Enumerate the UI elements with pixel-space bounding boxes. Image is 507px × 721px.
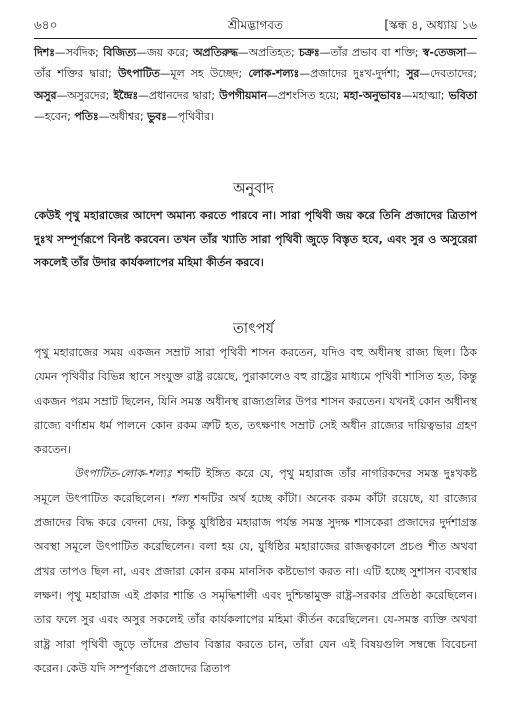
gloss-word: অপ্রতিরুদ্ধ xyxy=(193,46,238,59)
purport-text: শব্দটির অর্থ হচ্ছে কাঁটা। অনেক রকম কাঁটা রয়েছে, যা রাজ্যের প্রজাদের বিদ্ধ করে বেদনা দেয়, কিন্তু যুধিষ্ঠির মহারাজ পর্যন্ত সমস্ত সুদক্ষ শাসকেরা প্রজাদের দুর্দশাগ্রস্ত অবস্থা সমূলে উৎপাটিত করেছিলেন। বলা হয় যে, যুধিষ্ঠির মহারাজের রাজত্বকালে প্রচণ্ড শীত অথবা প্রখর তাপও ছিল না, এবং প্রজারা কোন রকম মানসিক কষ্টভোগ করত না। এটি হচ্ছে সুশাসন ব্যবস্থার লক্ষণ। পৃথু মহারাজ এই প্রকার শান্তি ও সমৃদ্ধিশালী এবং দুশ্চিন্তামুক্ত রাষ্ট্র-সরকার প্রতিষ্ঠা করেছিলেন। তার ফলে সুর এবং অসুর সকলেই তাঁর কার্যকলাপের মহিমা কীর্তন করেছিলেন। যে-সমস্ত ব্যক্তি অথবা রাষ্ট্র সারা পৃথিবী জুড়ে তাঁদের প্রভাব বিস্তার করতে চান, তাঁরা যেন এই বিষয়গুলি সম্বন্ধে বিবেচনা করেন। কেউ যদি সম্পূর্ণরূপে প্রজাদের ত্রিতাপ xyxy=(34,491,477,675)
purport-paragraph-2 xyxy=(34,462,477,681)
gloss-word: উপগীয়মান xyxy=(219,88,267,102)
sanskrit-term: উৎপাটিত-লোক-শল্যঃ xyxy=(74,467,172,481)
section-reference: [স্কন্ধ ৪, অধ্যায় ১৬ xyxy=(384,18,477,32)
gloss-meaning: অধীশ্বর xyxy=(109,109,141,123)
gloss-word: অসুর xyxy=(34,88,57,102)
header-rule xyxy=(34,38,477,39)
gloss-word: দিশঃ xyxy=(34,46,55,59)
gloss-meaning: প্রধানদের দ্বারা xyxy=(148,88,212,102)
gloss-word: চক্রঃ xyxy=(299,46,320,59)
book-title: শ্রীমদ্ভাগবত xyxy=(227,18,283,32)
gloss-meaning: তাঁর প্রভাব বা শক্তি xyxy=(330,46,415,59)
word-for-word-gloss: দিশঃ—সর্বদিক; বিজিত্য—জয় করে; অপ্রতিরুদ্ধ—অপ্রতিহত; চক্রঃ—তাঁর প্রভাব বা শক্তি; স্ব-তেজসা—তাঁর শক্তির দ্বারা; উৎপাটিত—মূল সহ উচ্ছেদ; লোক-শল্যঃ—প্রজাদের দুঃখ-দুর্দশা; সুর—দেবতাদের; অসুর—অসুরদের; ইন্দ্রৈঃ—প্রধানদের দ্বারা; উপগীয়মান—প্রশংসিত হয়ে; মহা-অনুভাবঃ—মহাত্মা; ভবিতা—হবেন; পতিঃ—অধীশ্বর; ভুবঃ—পৃথিবীর। xyxy=(34,46,478,123)
gloss-meaning: অসুরদের xyxy=(67,88,106,102)
gloss-meaning: হবেন xyxy=(44,109,68,123)
gloss-word: মহা-অনুভাবঃ xyxy=(343,88,402,102)
gloss-meaning: প্রশংসিত হয়ে xyxy=(277,88,336,102)
gloss-meaning: জয় করে xyxy=(147,46,186,59)
translation-heading: অনুবাদ xyxy=(232,181,275,197)
gloss-meaning: পৃথিবীর। xyxy=(177,109,215,123)
sanskrit-term: শল্য xyxy=(170,491,189,505)
translation-text: কেউই পৃথু মহারাজের আদেশ অমান্য করতে পারবে না। সারা পৃথিবী জয় করে তিনি প্রজাদের ত্রিতাপ দুঃখ সম্পূর্ণরূপে বিনষ্ট করবেন। তখন তাঁর খ্যাতি সারা পৃথিবী জুড়ে বিস্তৃত হবে, এবং সুর ও অসুরেরা সকলেই তাঁর উদার কার্যকলাপের মহিমা কীর্তন করবে। xyxy=(34,209,477,269)
page-number: ৬৪০ xyxy=(34,18,58,32)
purport-body xyxy=(34,341,477,681)
gloss-word: বিজিত্য xyxy=(103,46,137,59)
gloss-word: উৎপাটিত xyxy=(118,67,160,81)
gloss-meaning: প্রজাদের দুঃখ-দুর্দশা xyxy=(310,67,397,81)
purport-paragraph-1: পৃথু মহারাজের সময় একজন সম্রাট সারা পৃথিবী শাসন করতেন, যদিও বহু অধীনস্থ রাজ্য ছিল। ঠিক যেমন পৃথিবীর বিভিন্ন স্থানে সংযুক্ত রাষ্ট্র রয়েছে, পুরাকালেও বহু রাষ্ট্রের মাধ্যমে পৃথিবী শাসিত হত, কিন্তু একজন পরম সম্রাট ছিলেন, যিনি সমস্ত অধীনস্থ রাজ্যগুলির উপর শাসন করতেন। যখনই কোন অধীনস্থ রাজ্যে বর্ণাশ্রম ধর্ম পালনে কোন রকম ত্রুটি হত, তৎক্ষণাৎ সম্রাট সেই অধীন রাজ্যের দায়িত্বভার গ্রহণ করতেন। xyxy=(34,346,477,457)
gloss-word: পতিঃ xyxy=(74,109,99,123)
gloss-word: স্ব-তেজসা xyxy=(422,46,467,59)
gloss-meaning: মহাত্মা xyxy=(412,88,441,102)
gloss-meaning: অপ্রতিহত xyxy=(248,46,292,59)
gloss-word: ইন্দ্রৈঃ xyxy=(113,88,139,102)
gloss-meaning: সর্বদিক xyxy=(65,46,96,59)
gloss-word: ভবিতা xyxy=(448,88,477,102)
gloss-meaning: মূল সহ উচ্ছেদ xyxy=(170,67,239,81)
gloss-meaning: দেবতাদের xyxy=(430,67,474,81)
purport-text: শব্দটি ইঙ্গিত করে যে, পৃথু মহারাজ তাঁর নাগরিকদের সমস্ত দুঃখকষ্ট সমূলে উৎপাটিত করেছিলেন। xyxy=(34,467,477,505)
running-header xyxy=(34,14,477,36)
gloss-word: লোক-শল্যঃ xyxy=(248,67,300,81)
gloss-word: সুর xyxy=(406,67,420,81)
gloss-word: ভুবঃ xyxy=(147,109,167,123)
purport-heading: তাৎপর্য xyxy=(232,321,275,337)
gloss-meaning: তাঁর শক্তির দ্বারা xyxy=(34,67,109,81)
